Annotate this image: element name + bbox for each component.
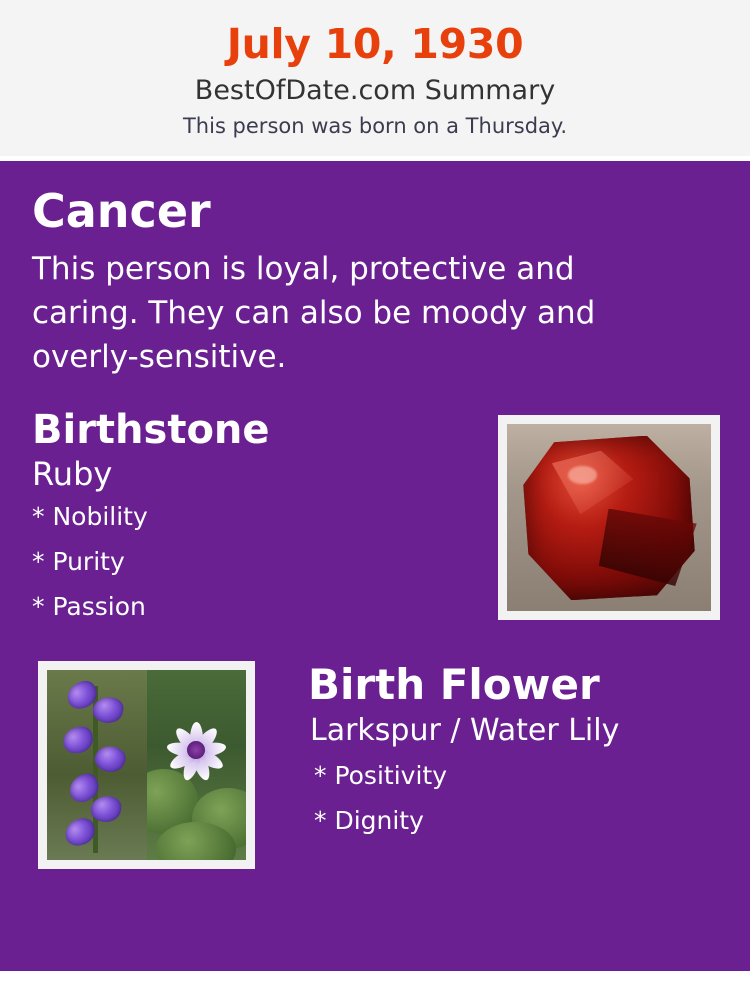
birthstone-trait: * Purity xyxy=(32,546,125,576)
birthstone-title: Birthstone xyxy=(32,407,270,454)
birthstone-section xyxy=(30,409,720,639)
water-lily-bloom xyxy=(168,712,224,788)
birth-flower-trait: * Positivity xyxy=(314,761,447,791)
birth-flower-name: Larkspur / Water Lily xyxy=(310,713,620,749)
zodiac-sign-title: Cancer xyxy=(32,184,211,239)
birth-weekday-note: This person was born on a Thursday. xyxy=(182,113,568,138)
birth-flower-trait: * Dignity xyxy=(314,806,424,836)
summary-panel xyxy=(0,161,750,971)
birth-flower-image-frame xyxy=(38,661,255,869)
ruby-gemstone-image xyxy=(507,424,711,611)
page-title: July 10, 1930 xyxy=(226,20,524,68)
site-summary-label: BestOfDate.com Summary xyxy=(194,75,556,107)
birth-flower-text xyxy=(280,660,720,836)
birthstone-trait: * Passion xyxy=(32,591,146,621)
birthstone-name: Ruby xyxy=(32,455,113,494)
water-lily-photo xyxy=(147,670,247,860)
birthstone-text xyxy=(30,407,460,621)
birth-flower-title: Birth Flower xyxy=(308,660,600,710)
birth-flower-section xyxy=(30,661,720,881)
larkspur-photo xyxy=(47,670,147,860)
page-header xyxy=(0,0,750,156)
zodiac-description: This person is loyal, protective and caring. They can also be moody and overly-sensitive. xyxy=(32,251,596,376)
birthstone-image-frame xyxy=(498,415,720,620)
birthstone-trait: * Nobility xyxy=(32,501,148,531)
larkspur-and-water-lily-image xyxy=(47,670,246,860)
